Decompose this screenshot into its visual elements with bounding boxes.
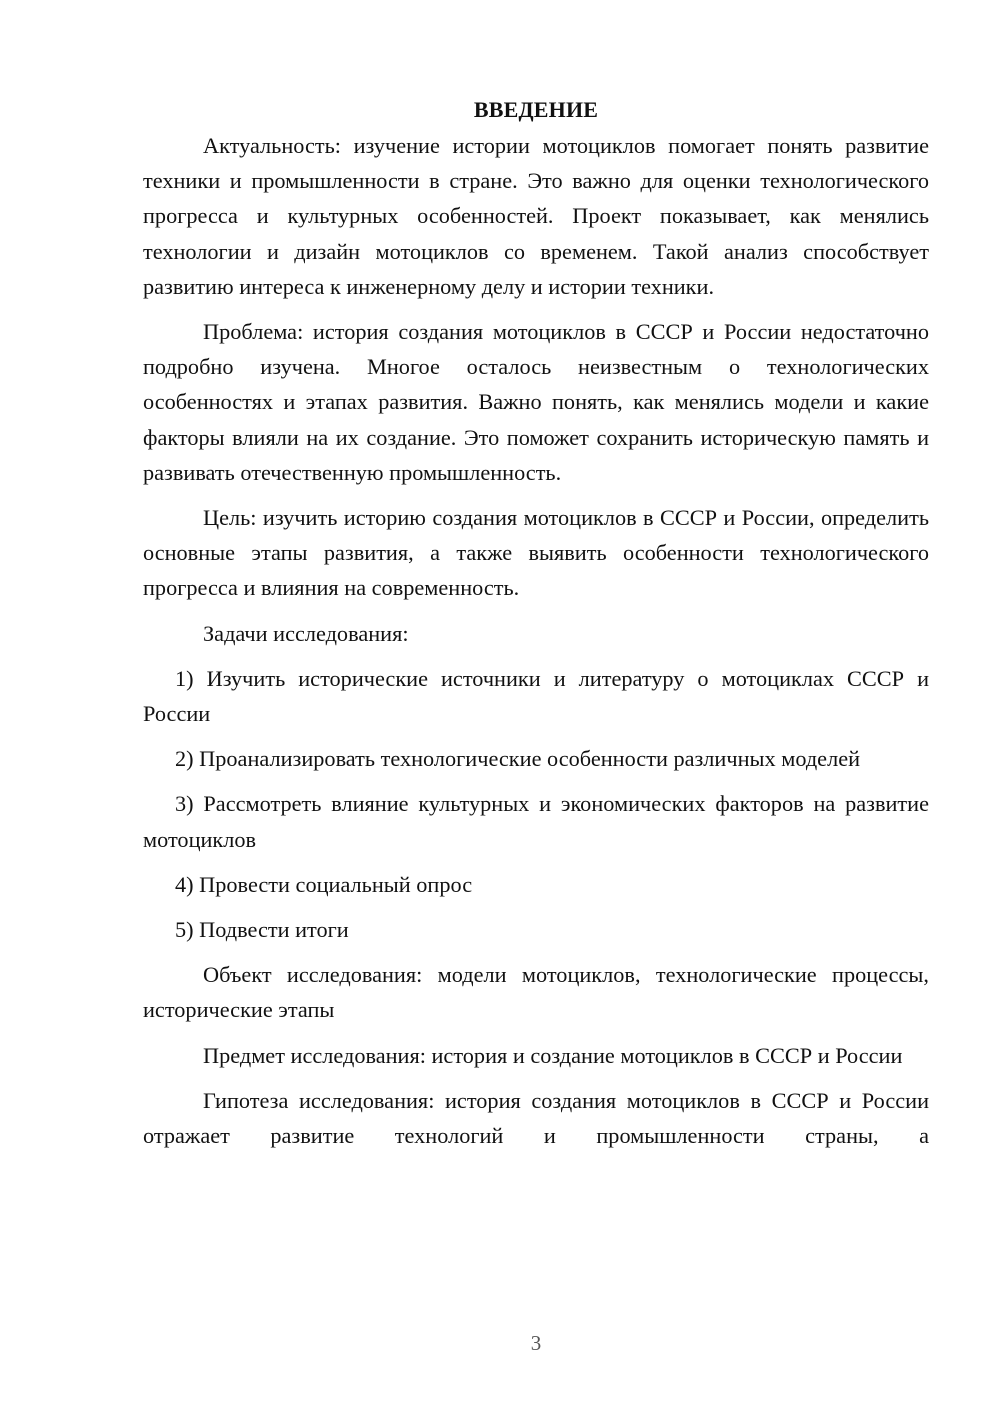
task-item-4: 4) Провести социальный опрос — [175, 871, 473, 897]
task-item-3: 3) Рассмотреть влияние культурных и экономических факторов на развитие мотоциклов — [143, 791, 929, 852]
hypothesis-paragraph: Гипотеза исследования: история создания мотоциклов в СССР и России отражает развитие технологий и промышленности страны, а — [143, 1087, 929, 1149]
task-item-5: 5) Подвести итоги — [175, 917, 349, 943]
goal-paragraph: Цель: изучить историю создания мотоциклов в СССР и России, определить основные этапы развития, а также выявить особенности технологического прогресса и влияния на современность. — [143, 505, 929, 601]
section-heading: ВВЕДЕНИЕ — [473, 97, 599, 122]
task-item-2: 2) Проанализировать технологические особенности различных моделей — [175, 746, 861, 772]
object-paragraph: Объект исследования: модели мотоциклов, технологические процессы, исторические этапы — [143, 962, 929, 1023]
page-number: 3 — [530, 1331, 542, 1355]
subject-paragraph: Предмет исследования: история и создание мотоциклов в СССР и России — [203, 1042, 903, 1068]
tasks-title: Задачи исследования: — [203, 620, 409, 646]
relevance-paragraph: Актуальность: изучение истории мотоциклов помогает понять развитие техники и промышленности в стране. Это важно для оценки технологического прогресса и культурных особенностей. Проект показывает, как менялись технологии и дизайн мотоциклов со временем. Такой анализ способствует развитию интереса к инженерному делу и истории техники. — [143, 133, 929, 299]
document-page — [143, 92, 929, 1163]
task-item-1: 1) Изучить исторические источники и литературу о мотоциклах СССР и России — [143, 665, 929, 727]
problem-paragraph: Проблема: история создания мотоциклов в СССР и России недостаточно подробно изучена. Многое осталось неизвестным о технологических особенностях и этапах развития. Важно понять, как менялись модели и какие факторы влияли на их создание. Это поможет сохранить историческую память и развивать отечественную промышленность. — [143, 319, 929, 485]
